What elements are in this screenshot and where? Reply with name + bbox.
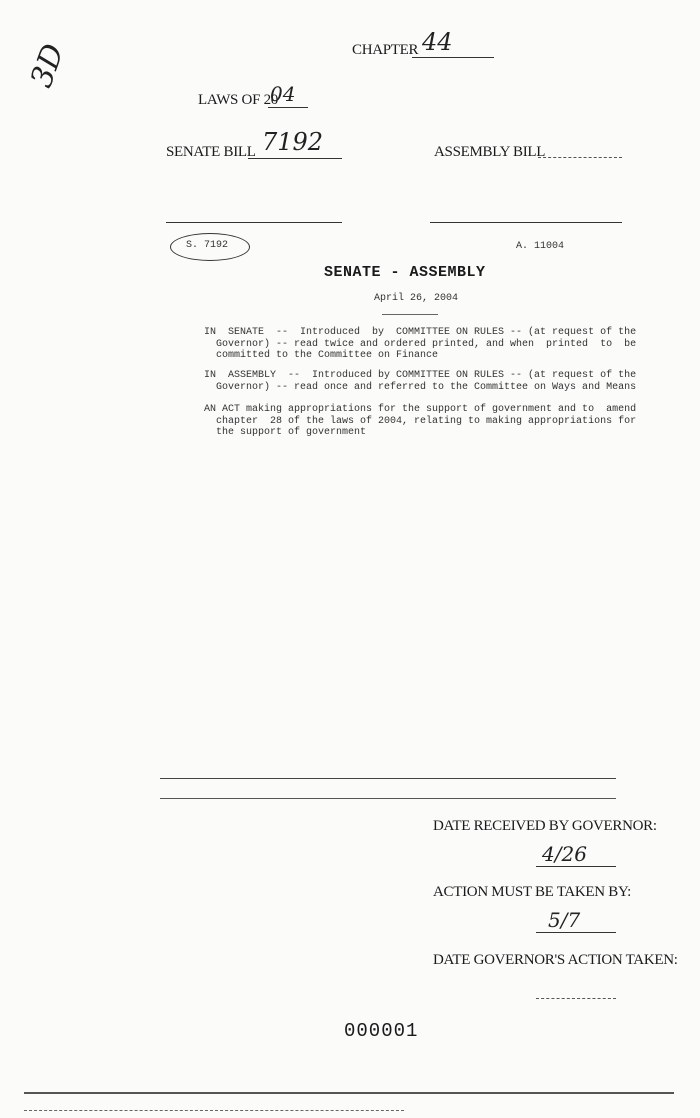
action-taken-underline xyxy=(536,998,616,999)
page-number: 000001 xyxy=(344,1020,419,1042)
margin-mark: 3D xyxy=(24,39,72,92)
bill-title: SENATE - ASSEMBLY xyxy=(324,264,486,281)
action-by-underline xyxy=(536,932,616,933)
date-received-value: 4/26 xyxy=(542,842,587,866)
chapter-number: 44 xyxy=(422,28,453,56)
date-received-label: DATE RECEIVED BY GOVERNOR: xyxy=(433,818,657,834)
bottom-dashes xyxy=(24,1110,404,1111)
lower-rule-1 xyxy=(160,778,616,779)
chapter-underline xyxy=(412,57,494,58)
date-rule xyxy=(382,314,438,315)
lower-rule-2 xyxy=(160,798,616,799)
bill-date: April 26, 2004 xyxy=(374,293,459,304)
laws-year: 04 xyxy=(270,82,296,106)
signature-line-right xyxy=(430,222,622,223)
date-received-underline xyxy=(536,866,616,867)
senate-bill-label: SENATE BILL xyxy=(166,144,256,160)
senate-number: S. 7192 xyxy=(186,240,229,251)
act-description: AN ACT making appropriations for the support of government and to amend chapter 28 of the laws of 2004, relating to making appropriations for the support of government xyxy=(204,404,637,438)
senate-bill-underline xyxy=(248,158,342,159)
assembly-bill-label: ASSEMBLY BILL xyxy=(434,144,546,160)
assembly-number: A. 11004 xyxy=(516,241,565,252)
assembly-bill-underline xyxy=(538,157,622,158)
action-by-label: ACTION MUST BE TAKEN BY: xyxy=(433,884,632,900)
bottom-scan-edge xyxy=(24,1092,674,1094)
action-taken-label: DATE GOVERNOR'S ACTION TAKEN: xyxy=(433,952,678,968)
signature-line-left xyxy=(166,222,342,223)
senate-bill-number: 7192 xyxy=(262,128,324,156)
laws-label: LAWS OF 20 xyxy=(198,92,278,108)
senate-introduction: IN SENATE -- Introduced by COMMITTEE ON RULES -- (at request of the Governor) -- read twice and ordered printed, and when printed to be committed to the Committee on Finance xyxy=(204,327,637,361)
chapter-label: CHAPTER xyxy=(352,42,419,58)
action-by-value: 5/7 xyxy=(548,908,581,932)
assembly-introduction: IN ASSEMBLY -- Introduced by COMMITTEE ON RULES -- (at request of the Governor) -- read once and referred to the Committee on Ways and Means xyxy=(204,370,637,393)
laws-underline xyxy=(268,107,308,108)
